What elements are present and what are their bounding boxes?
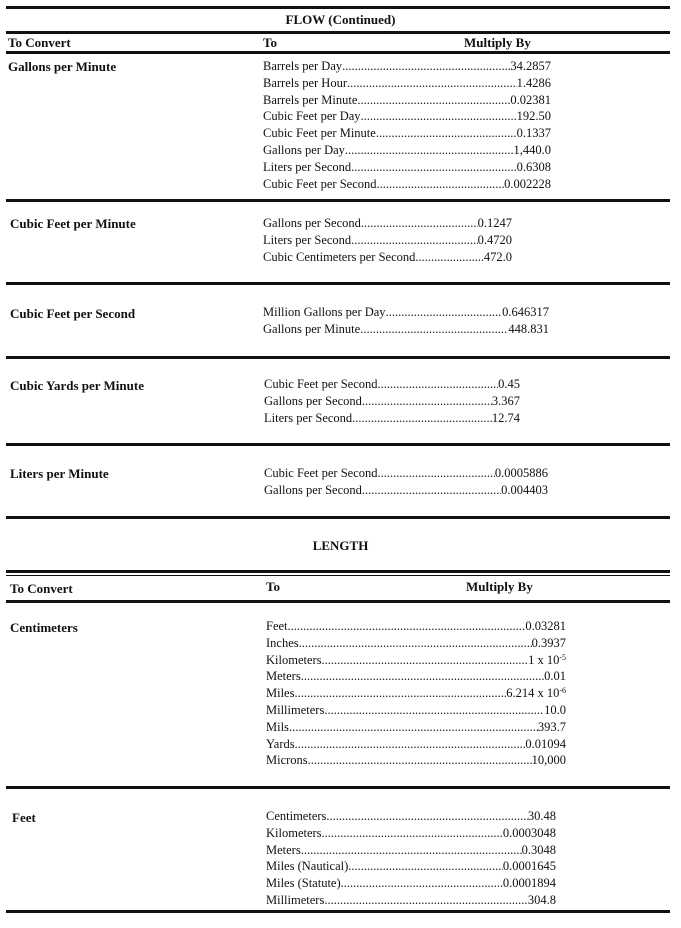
dot-leader	[342, 58, 510, 75]
conversion-factor-value: 0.004403	[501, 482, 548, 497]
conversion-factor	[492, 410, 520, 427]
dot-leader	[361, 108, 517, 125]
conversion-factor	[510, 92, 551, 109]
conversion-factor	[495, 465, 548, 482]
conversion-factor	[484, 249, 512, 266]
conversion-list	[266, 618, 566, 769]
conversion-factor	[528, 652, 566, 669]
conversion-factor	[514, 142, 552, 159]
conversion-factor	[503, 825, 556, 842]
conversion-row	[264, 393, 520, 410]
dot-leader	[351, 159, 516, 176]
conversion-factor-value: 6.214 x 10	[506, 686, 560, 701]
conversion-factor	[525, 618, 566, 635]
conversion-factor-value: 0.03281	[525, 619, 566, 633]
conversion-factor	[525, 736, 566, 753]
conversion-row	[266, 668, 566, 685]
conversion-factor	[501, 482, 548, 499]
length-header-top-rule	[6, 570, 670, 573]
conversion-row	[266, 685, 566, 702]
conversion-factor	[504, 176, 551, 193]
conversion-factor	[517, 159, 551, 176]
conversion-row	[266, 875, 556, 892]
conversion-factor	[517, 75, 551, 92]
conversion-target-unit: Mils	[266, 719, 289, 734]
conversion-row	[263, 321, 549, 338]
conversion-target-unit: Barrels per Day	[263, 59, 343, 73]
conversion-factor-value: 0.0003048	[502, 825, 556, 840]
conversion-row	[266, 635, 566, 652]
conversion-factor-value: 0.45	[498, 377, 520, 391]
conversion-factor-value: 0.646317	[502, 305, 549, 319]
conversion-target-unit: Gallons per Second	[264, 482, 362, 497]
conversion-row	[263, 159, 551, 176]
flow-header-bottom-rule	[6, 51, 670, 54]
conversion-factor-value: 0.01094	[525, 736, 566, 751]
convert-from-label: Cubic Feet per Second	[10, 306, 136, 321]
dot-leader	[326, 808, 527, 825]
conversion-factor-value: 0.1247	[477, 216, 512, 230]
conversion-list	[263, 304, 549, 338]
conversion-list	[264, 376, 520, 426]
conversion-row	[264, 410, 520, 427]
conversion-target-unit: Cubic Feet per Second	[263, 176, 377, 191]
conversion-factor-value: 10.0	[544, 702, 566, 717]
conversion-factor	[517, 125, 551, 142]
dot-leader	[288, 618, 526, 635]
conversion-row	[263, 142, 551, 159]
convert-from-label: Feet	[12, 810, 36, 825]
conversion-target-unit: Miles (Nautical)	[266, 859, 349, 874]
conversion-target-unit: Centimeters	[266, 809, 327, 823]
conversion-factor	[528, 892, 556, 909]
conversion-target-unit: Gallons per Day	[263, 142, 345, 157]
conversion-factor-value: 3.367	[491, 393, 520, 408]
conversion-target-unit: Inches	[266, 635, 299, 650]
conversion-row	[264, 482, 548, 499]
conversion-target-unit: Cubic Feet per Day	[263, 109, 361, 124]
conversion-factor-value: 304.8	[527, 892, 556, 907]
dot-leader	[324, 702, 544, 719]
conversion-row	[263, 75, 551, 92]
section-end-rule	[6, 516, 670, 519]
dot-leader	[378, 376, 499, 393]
conversion-target-unit: Meters	[266, 669, 301, 684]
dot-leader	[295, 736, 526, 753]
dot-leader	[362, 393, 492, 410]
top-rule	[6, 6, 670, 9]
conversion-target-unit: Barrels per Minute	[263, 92, 358, 107]
convert-from-label: Gallons per Minute	[8, 59, 117, 74]
flow-section-title: FLOW (Continued)	[285, 12, 396, 27]
conversion-factor-value: 0.4720	[477, 232, 512, 247]
bottom-rule	[6, 910, 670, 913]
conversion-factor	[502, 304, 549, 321]
conversion-target-unit: Cubic Feet per Second	[264, 377, 378, 391]
flow-header-to: To	[263, 35, 277, 50]
conversion-factor-value: 0.0005886	[494, 466, 548, 480]
conversion-factor	[510, 58, 551, 75]
conversion-target-unit: Gallons per Second	[263, 216, 361, 230]
dot-leader	[352, 410, 492, 427]
conversion-target-unit: Meters	[266, 842, 301, 857]
conversion-list	[266, 808, 556, 909]
conversion-factor-value: 448.831	[508, 321, 549, 336]
conversion-row	[266, 825, 556, 842]
conversion-factor-value: 0.6308	[516, 159, 551, 174]
conversion-row	[263, 92, 551, 109]
conversion-target-unit: Liters per Second	[264, 410, 353, 425]
conversion-factor	[498, 376, 520, 393]
conversion-factor	[503, 875, 556, 892]
group-divider	[6, 199, 670, 202]
dot-leader	[322, 652, 529, 669]
conversion-factor-value: 0.0001894	[502, 876, 556, 891]
dot-leader	[376, 125, 517, 142]
conversion-factor-value: 0.02381	[510, 92, 551, 107]
convert-from-label: Cubic Feet per Minute	[10, 216, 136, 231]
conversion-factor-value: 0.0001645	[502, 859, 556, 874]
conversion-factor	[492, 393, 520, 410]
flow-header-to-convert: To Convert	[8, 35, 71, 50]
conversion-factor	[478, 215, 512, 232]
conversion-target-unit: Kilometers	[266, 652, 322, 667]
dot-leader	[351, 232, 477, 249]
conversion-row	[264, 376, 520, 393]
conversion-factor	[532, 752, 566, 769]
conversion-factor-value: 393.7	[537, 719, 566, 734]
group-divider	[6, 443, 670, 446]
conversion-row	[266, 752, 566, 769]
dot-leader	[301, 668, 544, 685]
length-section-title: LENGTH	[312, 538, 369, 553]
dot-leader	[348, 858, 503, 875]
conversion-factor	[506, 685, 566, 702]
dot-leader	[361, 215, 478, 232]
conversion-row	[263, 304, 549, 321]
length-header-multiply-by: Multiply By	[466, 579, 533, 594]
conversion-factor-value: 0.002228	[504, 176, 551, 191]
conversion-list	[263, 58, 551, 192]
conversion-factor	[544, 702, 566, 719]
exponent: -5	[559, 652, 566, 662]
conversion-factor	[538, 719, 566, 736]
conversion-target-unit: Barrels per Hour	[263, 75, 347, 90]
conversion-factor	[522, 842, 556, 859]
conversion-target-unit: Millimeters	[266, 702, 325, 717]
convert-from-label: Liters per Minute	[10, 466, 109, 481]
conversion-row	[266, 702, 566, 719]
conversion-target-unit: Millimeters	[266, 892, 325, 907]
conversion-row	[263, 125, 551, 142]
conversion-row	[266, 618, 566, 635]
conversion-factor-value: 1.4286	[516, 75, 551, 90]
dot-leader	[415, 249, 483, 266]
flow-header-top-rule	[6, 31, 670, 34]
conversion-row	[266, 842, 556, 859]
dot-leader	[378, 465, 495, 482]
dot-leader	[322, 825, 503, 842]
dot-leader	[362, 482, 501, 499]
conversion-factor	[544, 668, 566, 685]
conversion-target-unit: Gallons per Minute	[263, 321, 361, 336]
conversion-factor	[478, 232, 512, 249]
conversion-list	[263, 215, 512, 265]
dot-leader	[360, 321, 508, 338]
dot-leader	[347, 75, 517, 92]
conversion-factor	[532, 635, 566, 652]
conversion-target-unit: Million Gallons per Day	[263, 305, 386, 319]
convert-from-label: Cubic Yards per Minute	[10, 378, 144, 393]
length-header-to: To	[266, 579, 280, 594]
conversion-row	[266, 719, 566, 736]
conversion-factor-value: 0.3048	[521, 842, 556, 857]
conversion-target-unit: Feet	[266, 619, 288, 633]
group-divider	[6, 282, 670, 285]
conversion-row	[266, 652, 566, 669]
dot-leader	[301, 842, 522, 859]
conversion-factor-value: 30.48	[527, 809, 556, 823]
conversion-factor	[528, 808, 556, 825]
conversion-row	[263, 232, 512, 249]
conversion-factor-value: 192.50	[516, 109, 551, 124]
conversion-target-unit: Miles (Statute)	[266, 876, 341, 891]
dot-leader	[289, 719, 538, 736]
conversion-target-unit: Liters per Second	[263, 159, 352, 174]
conversion-factor-value: 0.1337	[516, 126, 551, 141]
conversion-row	[263, 58, 551, 75]
conversion-row	[266, 808, 556, 825]
dot-leader	[377, 176, 505, 193]
conversion-factor-value: 472.0	[483, 249, 512, 264]
conversion-factor-value: 10,000	[531, 753, 566, 768]
flow-header-multiply-by: Multiply By	[464, 35, 531, 50]
conversion-factor	[517, 108, 551, 125]
dot-leader	[345, 142, 514, 159]
exponent: -6	[559, 686, 566, 696]
conversion-factor-value: 1 x 10	[528, 652, 560, 667]
conversion-row	[266, 858, 556, 875]
conversion-row	[263, 108, 551, 125]
dot-leader	[294, 685, 506, 702]
dot-leader	[308, 752, 532, 769]
dot-leader	[299, 635, 532, 652]
conversion-row	[263, 249, 512, 266]
conversion-factor-value: 0.01	[544, 669, 566, 684]
conversion-factor-value: 1,440.0	[513, 142, 551, 157]
conversion-target-unit: Kilometers	[266, 825, 322, 840]
group-divider	[6, 356, 670, 359]
length-header-to-convert: To Convert	[10, 581, 73, 596]
length-header-top-rule-inner	[6, 575, 670, 576]
conversion-target-unit: Cubic Feet per Minute	[263, 126, 376, 141]
conversion-factor-value: 34.2857	[510, 59, 551, 73]
conversion-factor	[508, 321, 549, 338]
conversion-target-unit: Yards	[266, 736, 295, 751]
conversion-target-unit: Miles	[266, 686, 295, 701]
conversion-row	[266, 736, 566, 753]
conversion-row	[264, 465, 548, 482]
conversion-factor-value: 0.3937	[531, 635, 566, 650]
dot-leader	[341, 875, 503, 892]
conversion-row	[263, 176, 551, 193]
dot-leader	[386, 304, 503, 321]
conversion-target-unit: Liters per Second	[263, 232, 352, 247]
length-header-bottom-rule	[6, 600, 670, 603]
conversion-list	[264, 465, 548, 499]
conversion-row	[263, 215, 512, 232]
conversion-factor-value: 12.74	[491, 410, 520, 425]
conversion-target-unit: Microns	[266, 753, 308, 768]
conversion-factor	[503, 858, 556, 875]
conversion-target-unit: Cubic Centimeters per Second	[263, 249, 416, 264]
conversion-row	[266, 892, 556, 909]
conversion-target-unit: Gallons per Second	[264, 393, 362, 408]
group-divider	[6, 786, 670, 789]
dot-leader	[324, 892, 528, 909]
dot-leader	[357, 92, 510, 109]
convert-from-label: Centimeters	[10, 620, 78, 635]
conversion-target-unit: Cubic Feet per Second	[264, 466, 378, 480]
